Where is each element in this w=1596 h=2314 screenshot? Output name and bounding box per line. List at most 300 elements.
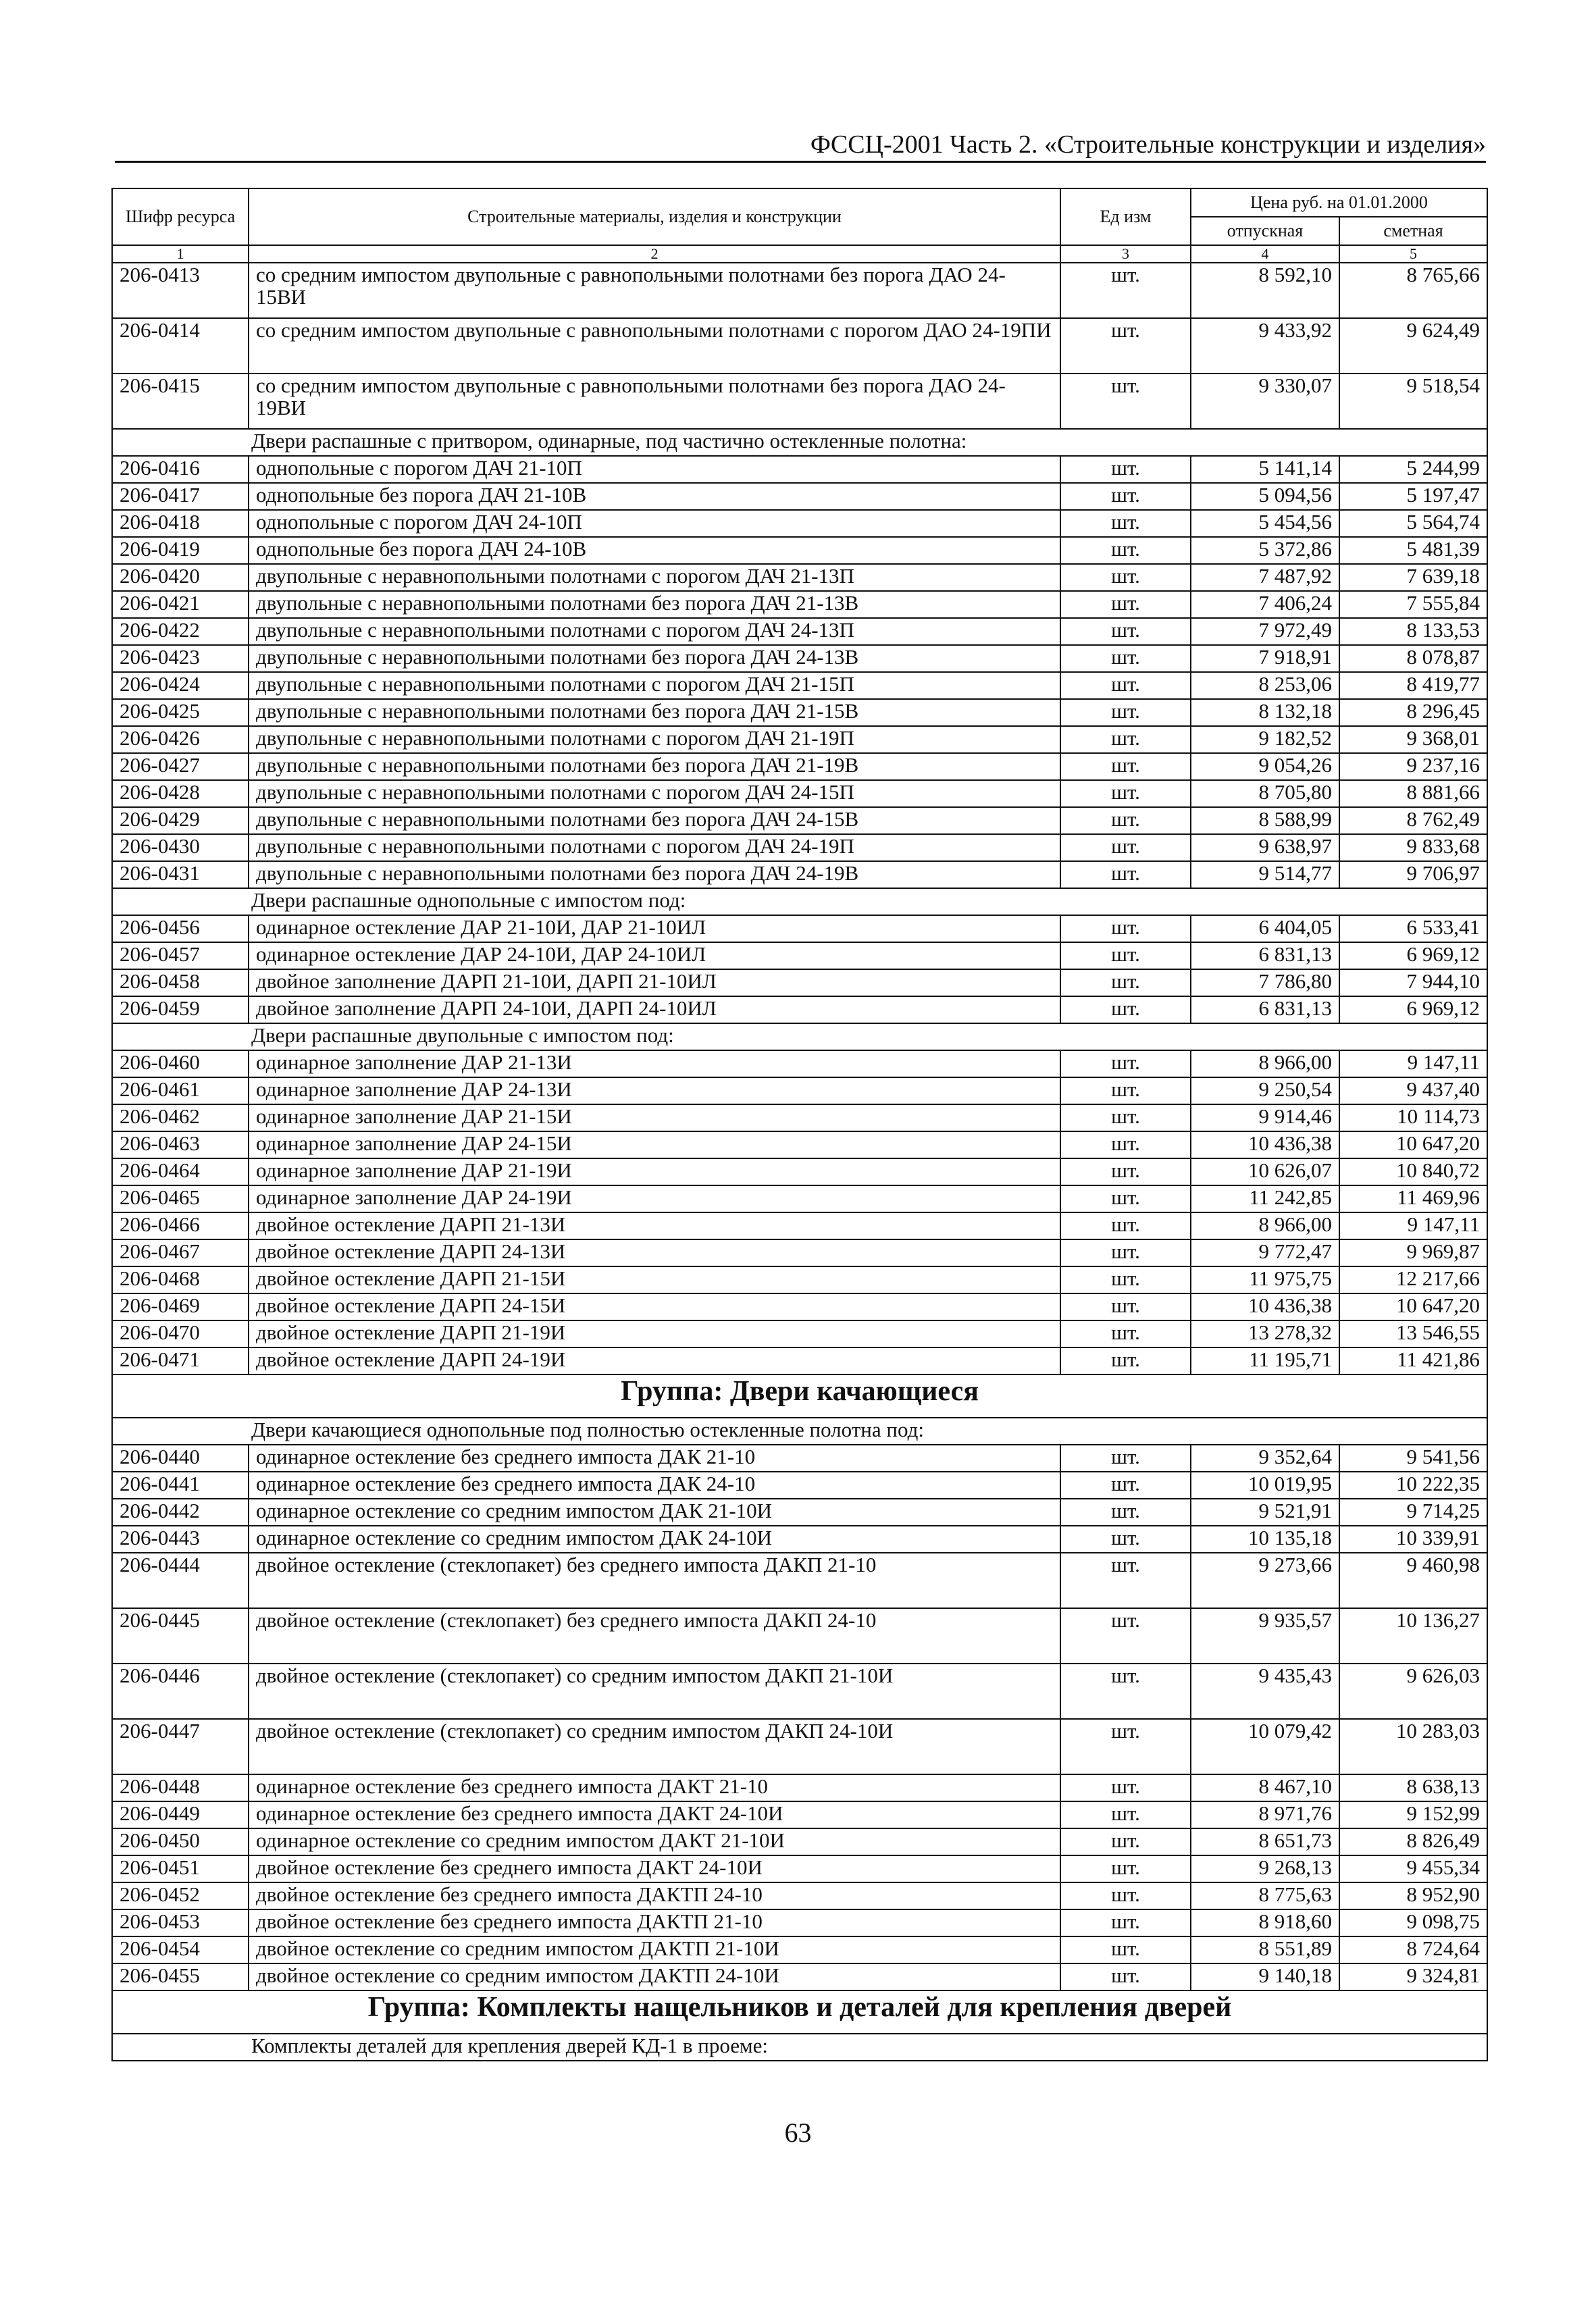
item-name: двупольные с неравнопольными полотнами с порогом ДАЧ 21-19П — [249, 726, 1060, 753]
resource-code: 206-0413 — [112, 263, 249, 318]
unit: шт. — [1060, 1526, 1191, 1553]
release-price: 10 436,38 — [1191, 1293, 1339, 1320]
table-row — [112, 1855, 1487, 1882]
item-name: одинарное заполнение ДАР 21-13И — [249, 1050, 1060, 1077]
resource-code: 206-0454 — [112, 1936, 249, 1963]
page-header-title: ФССЦ-2001 Часть 2. «Строительные конструкции и изделия» — [810, 130, 1486, 159]
release-price: 7 786,80 — [1191, 969, 1339, 996]
release-price: 8 588,99 — [1191, 807, 1339, 834]
table-row — [112, 1882, 1487, 1909]
section-heading: Двери качающиеся однопольные под полностью остекленные полотна под: — [112, 1418, 1487, 1445]
unit: шт. — [1060, 807, 1191, 834]
unit: шт. — [1060, 1212, 1191, 1239]
section-heading-row — [112, 888, 1487, 915]
item-name: одинарное остекление со средним импостом ДАК 21-10И — [249, 1499, 1060, 1526]
unit: шт. — [1060, 834, 1191, 861]
column-number: 3 — [1060, 245, 1191, 263]
unit: шт. — [1060, 510, 1191, 537]
item-name: одинарное остекление без среднего импоста ДАКТ 24-10И — [249, 1801, 1060, 1828]
item-name: одинарное заполнение ДАР 24-13И — [249, 1077, 1060, 1104]
item-name: одинарное остекление без среднего импоста ДАК 24-10 — [249, 1472, 1060, 1499]
column-number: 1 — [112, 245, 249, 263]
estimate-price: 10 283,03 — [1339, 1719, 1487, 1774]
table-row — [112, 1158, 1487, 1185]
resource-code: 206-0455 — [112, 1963, 249, 1990]
header-unit: Ед изм — [1060, 188, 1191, 245]
release-price: 9 182,52 — [1191, 726, 1339, 753]
table-row — [112, 1104, 1487, 1131]
release-price: 10 436,38 — [1191, 1131, 1339, 1158]
item-name: одинарное остекление ДАР 24-10И, ДАР 24-10ИЛ — [249, 942, 1060, 969]
resource-code: 206-0427 — [112, 753, 249, 780]
estimate-price: 13 546,55 — [1339, 1320, 1487, 1347]
table-row — [112, 807, 1487, 834]
release-price: 11 195,71 — [1191, 1347, 1339, 1374]
resource-code: 206-0462 — [112, 1104, 249, 1131]
item-name: двойное остекление ДАРП 21-15И — [249, 1266, 1060, 1293]
item-name: двойное остекление со средним импостом ДАКТП 21-10И — [249, 1936, 1060, 1963]
unit: шт. — [1060, 1131, 1191, 1158]
unit: шт. — [1060, 1774, 1191, 1801]
resource-code: 206-0447 — [112, 1719, 249, 1774]
estimate-price: 9 098,75 — [1339, 1909, 1487, 1936]
estimate-price: 9 147,11 — [1339, 1050, 1487, 1077]
estimate-price: 7 555,84 — [1339, 591, 1487, 618]
release-price: 6 831,13 — [1191, 996, 1339, 1023]
item-name: двойное остекление ДАРП 24-19И — [249, 1347, 1060, 1374]
unit: шт. — [1060, 1909, 1191, 1936]
resource-code: 206-0452 — [112, 1882, 249, 1909]
item-name: двойное остекление без среднего импоста ДАКТП 21-10 — [249, 1909, 1060, 1936]
release-price: 9 054,26 — [1191, 753, 1339, 780]
resource-code: 206-0469 — [112, 1293, 249, 1320]
item-name: одинарное заполнение ДАР 24-15И — [249, 1131, 1060, 1158]
table-row — [112, 1526, 1487, 1553]
item-name: двойное остекление (стеклопакет) без среднего импоста ДАКП 24-10 — [249, 1608, 1060, 1664]
estimate-price: 8 638,13 — [1339, 1774, 1487, 1801]
table-row — [112, 861, 1487, 888]
unit: шт. — [1060, 1050, 1191, 1077]
release-price: 8 651,73 — [1191, 1828, 1339, 1855]
group-heading: Группа: Комплекты нащельников и деталей для крепления дверей — [112, 1990, 1487, 2034]
estimate-price: 9 541,56 — [1339, 1445, 1487, 1472]
estimate-price: 9 152,99 — [1339, 1801, 1487, 1828]
resource-code: 206-0421 — [112, 591, 249, 618]
resource-code: 206-0429 — [112, 807, 249, 834]
estimate-price: 5 564,74 — [1339, 510, 1487, 537]
table-row — [112, 1499, 1487, 1526]
column-number: 5 — [1339, 245, 1487, 263]
table-row — [112, 456, 1487, 483]
section-heading: Двери распашные двупольные с импостом под: — [112, 1023, 1487, 1050]
table-row — [112, 1936, 1487, 1963]
resource-code: 206-0442 — [112, 1499, 249, 1526]
item-name: двойное остекление без среднего импоста ДАКТП 24-10 — [249, 1882, 1060, 1909]
release-price: 5 094,56 — [1191, 483, 1339, 510]
item-name: двупольные с неравнопольными полотнами без порога ДАЧ 21-15В — [249, 699, 1060, 726]
estimate-price: 10 339,91 — [1339, 1526, 1487, 1553]
unit: шт. — [1060, 1719, 1191, 1774]
header-release-price: отпускная — [1191, 217, 1339, 245]
unit: шт. — [1060, 537, 1191, 564]
release-price: 9 935,57 — [1191, 1608, 1339, 1664]
estimate-price: 9 147,11 — [1339, 1212, 1487, 1239]
item-name: одинарное заполнение ДАР 24-19И — [249, 1185, 1060, 1212]
item-name: двупольные с неравнопольными полотнами с порогом ДАЧ 21-13П — [249, 564, 1060, 591]
table-row — [112, 915, 1487, 942]
table-row — [112, 699, 1487, 726]
resource-code: 206-0453 — [112, 1909, 249, 1936]
unit: шт. — [1060, 996, 1191, 1023]
header-name: Строительные материалы, изделия и конструкции — [249, 188, 1060, 245]
resource-code: 206-0457 — [112, 942, 249, 969]
resource-code: 206-0446 — [112, 1664, 249, 1719]
estimate-price: 9 624,49 — [1339, 318, 1487, 374]
resource-code: 206-0418 — [112, 510, 249, 537]
item-name: одинарное остекление со средним импостом ДАК 24-10И — [249, 1526, 1060, 1553]
table-header-row — [112, 188, 1487, 217]
group-heading: Группа: Двери качающиеся — [112, 1374, 1487, 1418]
resource-code: 206-0423 — [112, 645, 249, 672]
estimate-price: 5 244,99 — [1339, 456, 1487, 483]
release-price: 5 141,14 — [1191, 456, 1339, 483]
table-row — [112, 780, 1487, 807]
table-row — [112, 263, 1487, 318]
estimate-price: 9 455,34 — [1339, 1855, 1487, 1882]
table-row — [112, 374, 1487, 429]
release-price: 8 551,89 — [1191, 1936, 1339, 1963]
release-price: 9 914,46 — [1191, 1104, 1339, 1131]
unit: шт. — [1060, 1266, 1191, 1293]
unit: шт. — [1060, 942, 1191, 969]
estimate-price: 12 217,66 — [1339, 1266, 1487, 1293]
item-name: двупольные с неравнопольными полотнами без порога ДАЧ 21-13В — [249, 591, 1060, 618]
page-number: 63 — [784, 2117, 812, 2148]
resource-code: 206-0470 — [112, 1320, 249, 1347]
table-row — [112, 1131, 1487, 1158]
unit: шт. — [1060, 1320, 1191, 1347]
table-row — [112, 1212, 1487, 1239]
unit: шт. — [1060, 780, 1191, 807]
unit: шт. — [1060, 1608, 1191, 1664]
table-row — [112, 1801, 1487, 1828]
item-name: двойное остекление со средним импостом ДАКТП 24-10И — [249, 1963, 1060, 1990]
table-row — [112, 1266, 1487, 1293]
table-row — [112, 942, 1487, 969]
release-price: 10 135,18 — [1191, 1526, 1339, 1553]
unit: шт. — [1060, 1936, 1191, 1963]
item-name: одинарное остекление со средним импостом ДАКТ 21-10И — [249, 1828, 1060, 1855]
table-row — [112, 1050, 1487, 1077]
unit: шт. — [1060, 1077, 1191, 1104]
estimate-price: 9 706,97 — [1339, 861, 1487, 888]
resource-code: 206-0467 — [112, 1239, 249, 1266]
resource-code: 206-0426 — [112, 726, 249, 753]
group-heading-row — [112, 1374, 1487, 1418]
estimate-price: 10 647,20 — [1339, 1293, 1487, 1320]
section-heading-row — [112, 429, 1487, 456]
item-name: со средним импостом двупольные с равнопольными полотнами с порогом ДАО 24-19ПИ — [249, 318, 1060, 374]
release-price: 8 966,00 — [1191, 1050, 1339, 1077]
resource-code: 206-0456 — [112, 915, 249, 942]
release-price: 8 775,63 — [1191, 1882, 1339, 1909]
column-number: 4 — [1191, 245, 1339, 263]
estimate-price: 9 437,40 — [1339, 1077, 1487, 1104]
table-row — [112, 672, 1487, 699]
unit: шт. — [1060, 1472, 1191, 1499]
table-row — [112, 1828, 1487, 1855]
unit: шт. — [1060, 618, 1191, 645]
unit: шт. — [1060, 1158, 1191, 1185]
item-name: однопольные с порогом ДАЧ 21-10П — [249, 456, 1060, 483]
item-name: однопольные с порогом ДАЧ 24-10П — [249, 510, 1060, 537]
section-heading: Двери распашные с притвором, одинарные, под частично остекленные полотна: — [112, 429, 1487, 456]
item-name: двупольные с неравнопольными полотнами без порога ДАЧ 24-15В — [249, 807, 1060, 834]
table-row — [112, 618, 1487, 645]
estimate-price: 9 368,01 — [1339, 726, 1487, 753]
column-number-row — [112, 245, 1487, 263]
table-row — [112, 1664, 1487, 1719]
estimate-price: 8 765,66 — [1339, 263, 1487, 318]
resource-code: 206-0458 — [112, 969, 249, 996]
release-price: 5 372,86 — [1191, 537, 1339, 564]
estimate-price: 8 881,66 — [1339, 780, 1487, 807]
estimate-price: 8 762,49 — [1339, 807, 1487, 834]
resource-code: 206-0460 — [112, 1050, 249, 1077]
estimate-price: 5 197,47 — [1339, 483, 1487, 510]
table-row — [112, 1963, 1487, 1990]
resource-code: 206-0466 — [112, 1212, 249, 1239]
item-name: двупольные с неравнопольными полотнами без порога ДАЧ 24-13В — [249, 645, 1060, 672]
release-price: 10 079,42 — [1191, 1719, 1339, 1774]
column-number: 2 — [249, 245, 1060, 263]
unit: шт. — [1060, 1185, 1191, 1212]
resource-code: 206-0419 — [112, 537, 249, 564]
estimate-price: 7 944,10 — [1339, 969, 1487, 996]
release-price: 8 918,60 — [1191, 1909, 1339, 1936]
resource-code: 206-0463 — [112, 1131, 249, 1158]
table-row — [112, 1185, 1487, 1212]
release-price: 5 454,56 — [1191, 510, 1339, 537]
unit: шт. — [1060, 456, 1191, 483]
table-row — [112, 1239, 1487, 1266]
item-name: двойное остекление (стеклопакет) со средним импостом ДАКП 24-10И — [249, 1719, 1060, 1774]
release-price: 11 242,85 — [1191, 1185, 1339, 1212]
estimate-price: 11 421,86 — [1339, 1347, 1487, 1374]
estimate-price: 9 833,68 — [1339, 834, 1487, 861]
table-row — [112, 834, 1487, 861]
resource-code: 206-0449 — [112, 1801, 249, 1828]
unit: шт. — [1060, 1445, 1191, 1472]
table-row — [112, 969, 1487, 996]
resource-code: 206-0443 — [112, 1526, 249, 1553]
release-price: 7 972,49 — [1191, 618, 1339, 645]
unit: шт. — [1060, 1104, 1191, 1131]
release-price: 9 514,77 — [1191, 861, 1339, 888]
resource-code: 206-0459 — [112, 996, 249, 1023]
resource-code: 206-0451 — [112, 1855, 249, 1882]
resource-code: 206-0420 — [112, 564, 249, 591]
estimate-price: 9 324,81 — [1339, 1963, 1487, 1990]
release-price: 6 831,13 — [1191, 942, 1339, 969]
release-price: 9 521,91 — [1191, 1499, 1339, 1526]
table-row — [112, 1320, 1487, 1347]
resource-code: 206-0414 — [112, 318, 249, 374]
release-price: 8 253,06 — [1191, 672, 1339, 699]
unit: шт. — [1060, 318, 1191, 374]
release-price: 9 273,66 — [1191, 1553, 1339, 1608]
unit: шт. — [1060, 591, 1191, 618]
section-heading: Двери распашные однопольные с импостом под: — [112, 888, 1487, 915]
resource-code: 206-0444 — [112, 1553, 249, 1608]
resource-code: 206-0445 — [112, 1608, 249, 1664]
release-price: 7 487,92 — [1191, 564, 1339, 591]
unit: шт. — [1060, 1239, 1191, 1266]
table-row — [112, 591, 1487, 618]
unit: шт. — [1060, 753, 1191, 780]
resource-code: 206-0425 — [112, 699, 249, 726]
resource-code: 206-0417 — [112, 483, 249, 510]
estimate-price: 9 460,98 — [1339, 1553, 1487, 1608]
table-row — [112, 318, 1487, 374]
release-price: 9 250,54 — [1191, 1077, 1339, 1104]
release-price: 9 352,64 — [1191, 1445, 1339, 1472]
unit: шт. — [1060, 1499, 1191, 1526]
table-row — [112, 726, 1487, 753]
table-row — [112, 996, 1487, 1023]
item-name: однопольные без порога ДАЧ 24-10В — [249, 537, 1060, 564]
table-row — [112, 1719, 1487, 1774]
unit: шт. — [1060, 374, 1191, 429]
item-name: двойное остекление ДАРП 24-13И — [249, 1239, 1060, 1266]
table-row — [112, 1472, 1487, 1499]
item-name: двойное заполнение ДАРП 24-10И, ДАРП 24-10ИЛ — [249, 996, 1060, 1023]
estimate-price: 9 237,16 — [1339, 753, 1487, 780]
resource-code: 206-0468 — [112, 1266, 249, 1293]
unit: шт. — [1060, 861, 1191, 888]
resource-code: 206-0465 — [112, 1185, 249, 1212]
table-row — [112, 753, 1487, 780]
unit: шт. — [1060, 672, 1191, 699]
table-row — [112, 564, 1487, 591]
item-name: двупольные с неравнопольными полотнами с порогом ДАЧ 24-13П — [249, 618, 1060, 645]
release-price: 9 638,97 — [1191, 834, 1339, 861]
item-name: одинарное заполнение ДАР 21-19И — [249, 1158, 1060, 1185]
header-estimate-price: сметная — [1339, 217, 1487, 245]
estimate-price: 8 826,49 — [1339, 1828, 1487, 1855]
price-table-body — [112, 188, 1487, 2061]
resource-code: 206-0428 — [112, 780, 249, 807]
estimate-price: 10 114,73 — [1339, 1104, 1487, 1131]
release-price: 9 268,13 — [1191, 1855, 1339, 1882]
estimate-price: 8 419,77 — [1339, 672, 1487, 699]
section-heading: Комплекты деталей для крепления дверей КД-1 в проеме: — [112, 2034, 1487, 2061]
item-name: двойное остекление ДАРП 21-13И — [249, 1212, 1060, 1239]
estimate-price: 10 222,35 — [1339, 1472, 1487, 1499]
header-rule — [115, 161, 1486, 163]
unit: шт. — [1060, 1855, 1191, 1882]
unit: шт. — [1060, 915, 1191, 942]
release-price: 13 278,32 — [1191, 1320, 1339, 1347]
unit: шт. — [1060, 726, 1191, 753]
item-name: со средним импостом двупольные с равнопольными полотнами без порога ДАО 24-15ВИ — [249, 263, 1060, 318]
estimate-price: 9 714,25 — [1339, 1499, 1487, 1526]
table-row — [112, 1909, 1487, 1936]
item-name: двупольные с неравнопольными полотнами с порогом ДАЧ 24-15П — [249, 780, 1060, 807]
estimate-price: 8 296,45 — [1339, 699, 1487, 726]
resource-code: 206-0430 — [112, 834, 249, 861]
item-name: двупольные с неравнопольными полотнами с порогом ДАЧ 21-15П — [249, 672, 1060, 699]
release-price: 6 404,05 — [1191, 915, 1339, 942]
release-price: 8 971,76 — [1191, 1801, 1339, 1828]
release-price: 9 330,07 — [1191, 374, 1339, 429]
resource-code: 206-0415 — [112, 374, 249, 429]
estimate-price: 10 647,20 — [1339, 1131, 1487, 1158]
release-price: 10 019,95 — [1191, 1472, 1339, 1499]
release-price: 9 140,18 — [1191, 1963, 1339, 1990]
unit: шт. — [1060, 564, 1191, 591]
section-heading-row — [112, 1418, 1487, 1445]
table-row — [112, 483, 1487, 510]
release-price: 8 467,10 — [1191, 1774, 1339, 1801]
estimate-price: 9 518,54 — [1339, 374, 1487, 429]
release-price: 9 435,43 — [1191, 1664, 1339, 1719]
unit: шт. — [1060, 1801, 1191, 1828]
table-row — [112, 1608, 1487, 1664]
resource-code: 206-0440 — [112, 1445, 249, 1472]
resource-code: 206-0461 — [112, 1077, 249, 1104]
estimate-price: 10 136,27 — [1339, 1608, 1487, 1664]
item-name: двупольные с неравнопольными полотнами с порогом ДАЧ 24-19П — [249, 834, 1060, 861]
item-name: двойное остекление ДАРП 24-15И — [249, 1293, 1060, 1320]
table-row — [112, 1077, 1487, 1104]
item-name: двойное остекление без среднего импоста ДАКТ 24-10И — [249, 1855, 1060, 1882]
release-price: 9 772,47 — [1191, 1239, 1339, 1266]
table-row — [112, 1347, 1487, 1374]
table-row — [112, 537, 1487, 564]
estimate-price: 8 724,64 — [1339, 1936, 1487, 1963]
release-price: 8 705,80 — [1191, 780, 1339, 807]
resource-code: 206-0448 — [112, 1774, 249, 1801]
resource-code: 206-0422 — [112, 618, 249, 645]
item-name: двупольные с неравнопольными полотнами без порога ДАЧ 24-19В — [249, 861, 1060, 888]
item-name: одинарное остекление ДАР 21-10И, ДАР 21-10ИЛ — [249, 915, 1060, 942]
estimate-price: 6 969,12 — [1339, 996, 1487, 1023]
estimate-price: 6 533,41 — [1339, 915, 1487, 942]
item-name: одинарное остекление без среднего импоста ДАК 21-10 — [249, 1445, 1060, 1472]
unit: шт. — [1060, 1882, 1191, 1909]
unit: шт. — [1060, 483, 1191, 510]
estimate-price: 9 969,87 — [1339, 1239, 1487, 1266]
unit: шт. — [1060, 1347, 1191, 1374]
estimate-price: 8 078,87 — [1339, 645, 1487, 672]
header-price: Цена руб. на 01.01.2000 — [1191, 188, 1487, 217]
table-row — [112, 1445, 1487, 1472]
estimate-price: 11 469,96 — [1339, 1185, 1487, 1212]
estimate-price: 8 952,90 — [1339, 1882, 1487, 1909]
table-row — [112, 510, 1487, 537]
unit: шт. — [1060, 1828, 1191, 1855]
item-name: однопольные без порога ДАЧ 21-10В — [249, 483, 1060, 510]
unit: шт. — [1060, 969, 1191, 996]
item-name: одинарное заполнение ДАР 21-15И — [249, 1104, 1060, 1131]
header-code: Шифр ресурса — [112, 188, 249, 245]
resource-code: 206-0471 — [112, 1347, 249, 1374]
item-name: двойное остекление ДАРП 21-19И — [249, 1320, 1060, 1347]
table-row — [112, 1774, 1487, 1801]
table-row — [112, 1553, 1487, 1608]
unit: шт. — [1060, 1293, 1191, 1320]
